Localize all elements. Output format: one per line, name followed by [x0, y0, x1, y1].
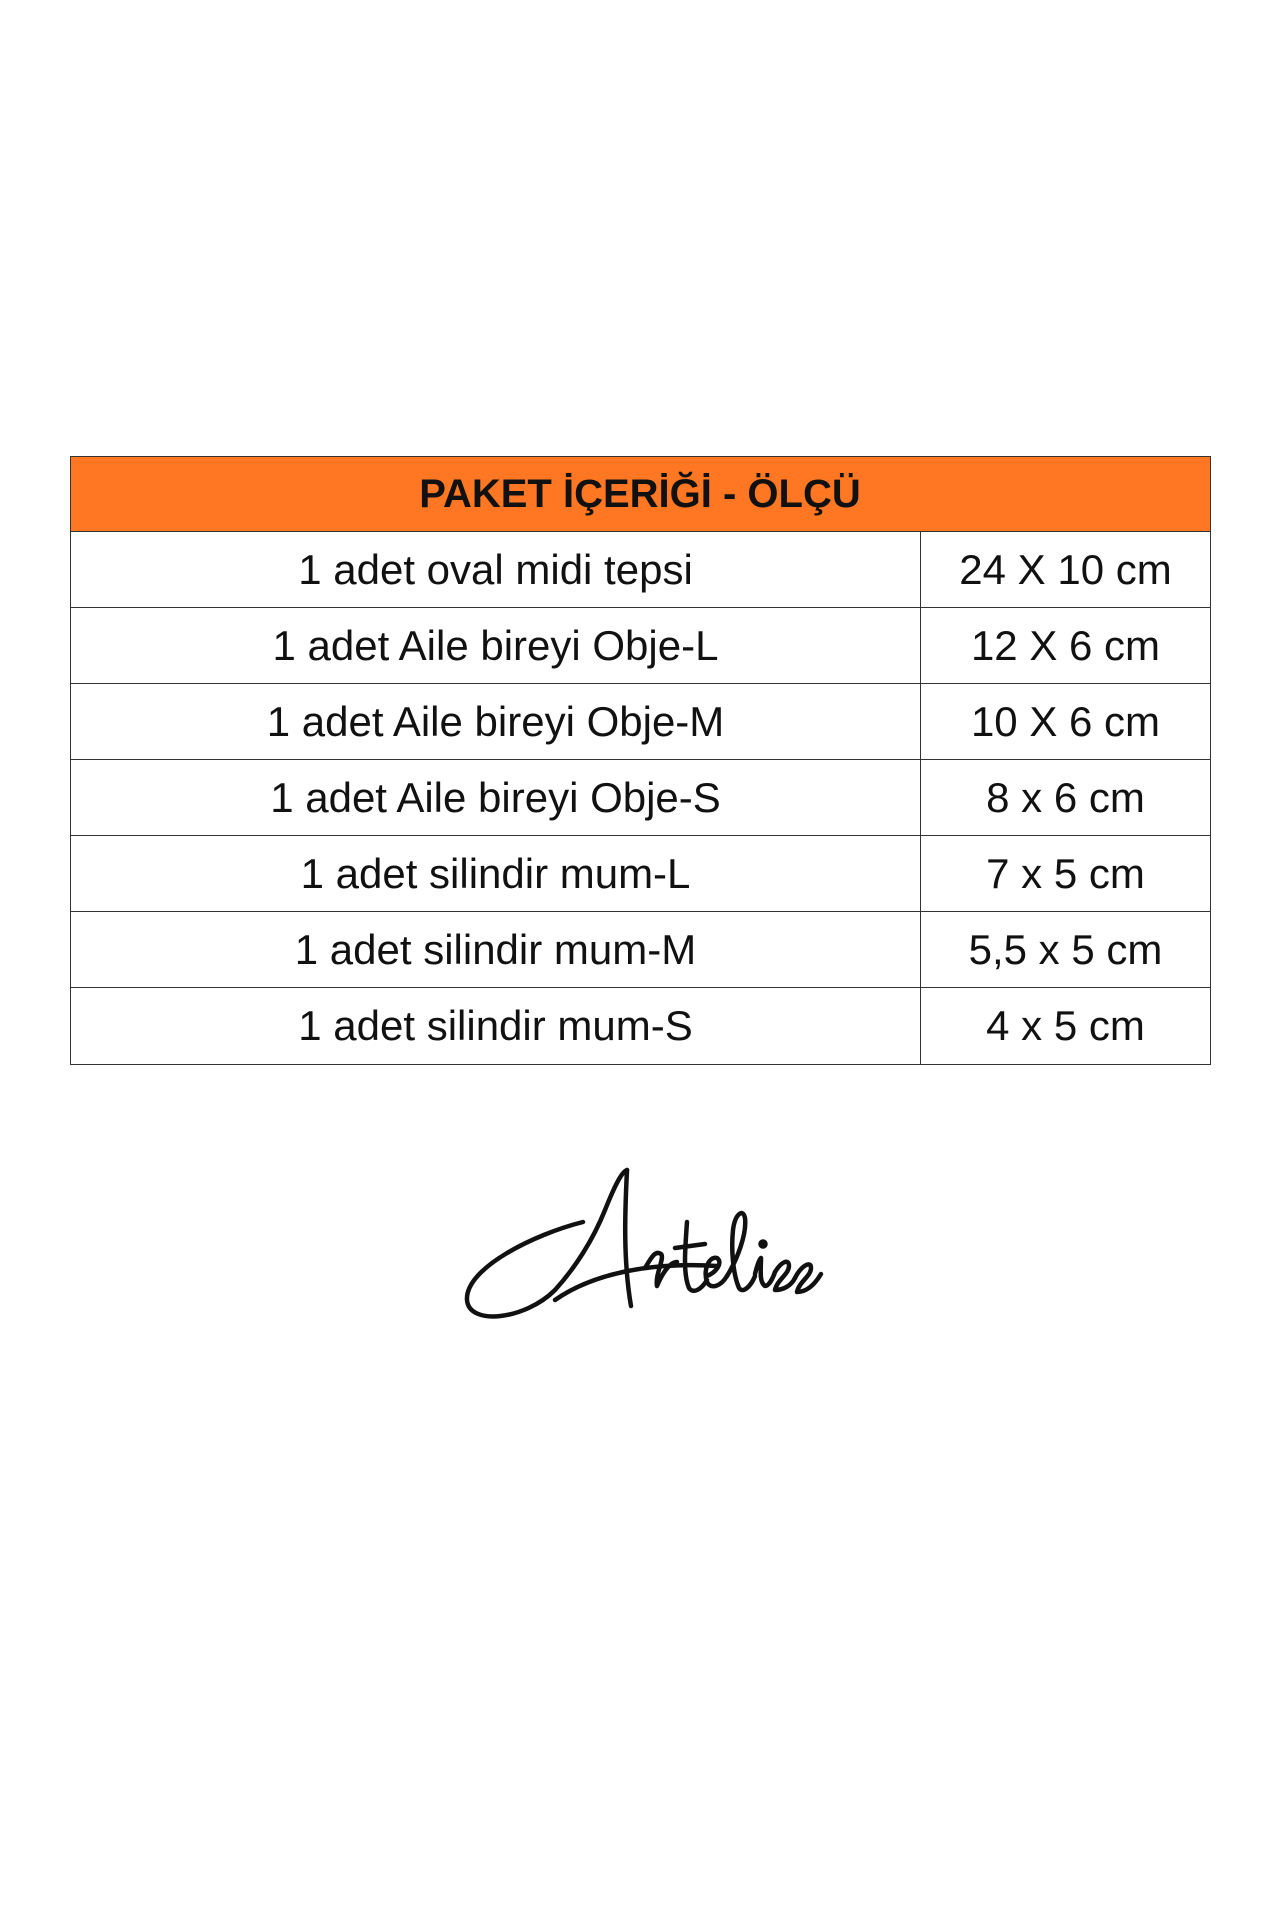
size-cell: 7 x 5 cm — [986, 849, 1145, 897]
table-row — [71, 684, 1210, 760]
arteliss-logo-icon — [455, 1150, 825, 1340]
size-cell: 24 X 10 cm — [959, 545, 1172, 593]
table-row — [71, 912, 1210, 988]
item-cell: 1 adet oval midi tepsi — [71, 532, 921, 607]
item-cell: 1 adet silindir mum-L — [71, 836, 921, 911]
item-cell: 1 adet silindir mum-M — [71, 912, 921, 987]
table-row — [71, 760, 1210, 836]
size-cell: 4 x 5 cm — [986, 1002, 1145, 1049]
item-cell: 1 adet Aile bireyi Obje-S — [71, 760, 921, 835]
size-cell: 10 X 6 cm — [970, 697, 1161, 745]
table-row — [71, 836, 1210, 912]
package-contents-table — [70, 456, 1211, 1065]
table-header: PAKET İÇERİĞİ - ÖLÇÜ — [71, 457, 1210, 532]
size-cell: 8 x 6 cm — [986, 773, 1145, 821]
table-row — [71, 532, 1210, 608]
item-cell: 1 adet Aile bireyi Obje-L — [71, 608, 921, 683]
table-row — [71, 988, 1210, 1064]
item-cell: 1 adet Aile bireyi Obje-M — [71, 684, 921, 759]
size-cell: 12 X 6 cm — [970, 621, 1161, 669]
table-row — [71, 608, 1210, 684]
item-cell: 1 adet silindir mum-S — [71, 988, 921, 1064]
size-cell: 5,5 x 5 cm — [968, 925, 1163, 973]
